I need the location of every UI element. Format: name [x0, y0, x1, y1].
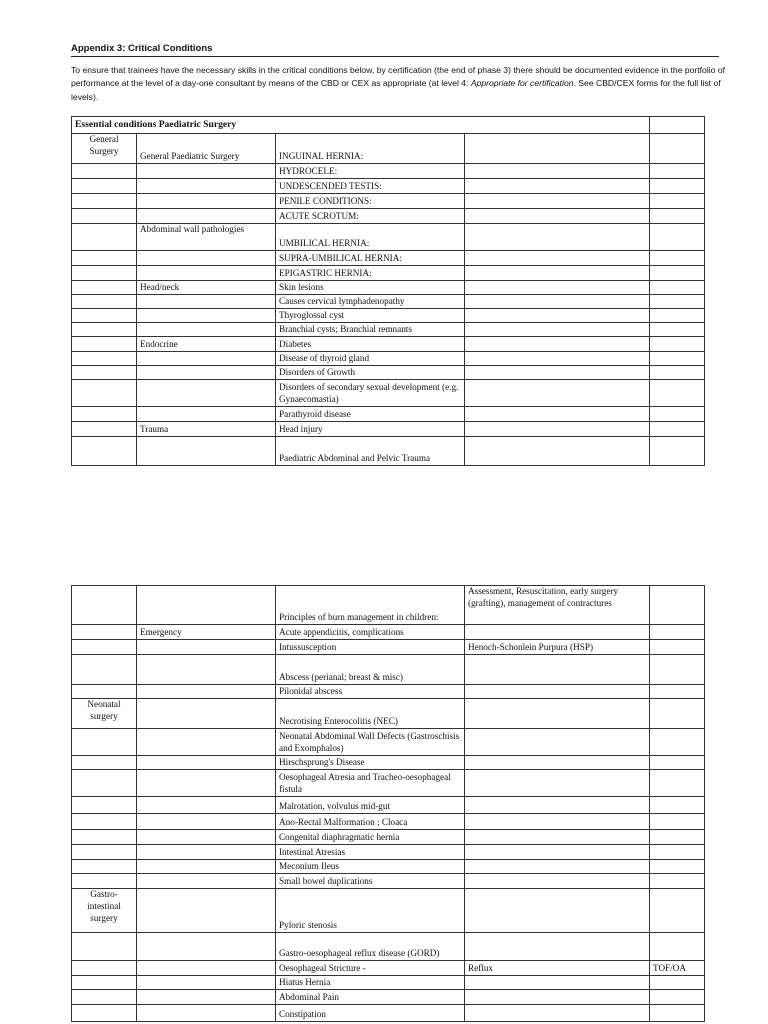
table-cell-c5 — [650, 586, 705, 625]
table-row — [72, 770, 705, 797]
table-cell-c2 — [137, 209, 276, 224]
table-cell-c5 — [650, 756, 705, 770]
table-cell-c3: Pyloric stenosis — [276, 889, 465, 933]
table-cell-c3: Gastro-oesophageal reflux disease (GORD) — [276, 933, 465, 961]
table-cell-c1 — [72, 352, 137, 366]
table-cell-c3: Pilonidal abscess — [276, 685, 465, 699]
table-cell-c2 — [137, 961, 276, 976]
table-cell-c1 — [72, 422, 137, 437]
table-row — [72, 976, 705, 990]
table-cell-c1 — [72, 640, 137, 655]
table-cell-c1 — [72, 437, 137, 466]
table-cell-c5 — [650, 134, 705, 164]
table-cell-c4 — [465, 845, 650, 860]
table-row — [72, 756, 705, 770]
table-row — [72, 889, 705, 933]
table-cell — [650, 117, 705, 134]
table-cell-c1 — [72, 586, 137, 625]
table-cell-c1 — [72, 874, 137, 889]
table-cell-c4 — [465, 655, 650, 685]
table-cell-c1: Neonatal surgery — [72, 699, 137, 729]
table-title: Essential conditions Paediatric Surgery — [72, 117, 650, 134]
table-row — [72, 961, 705, 976]
table-cell-c4: Assessment, Resuscitation, early surgery (grafting), management of contractures — [465, 586, 650, 625]
table-cell-c3: Diabetes — [276, 337, 465, 352]
table-cell-c2 — [137, 845, 276, 860]
table-cell-c2 — [137, 164, 276, 179]
table-cell-c3: Intestinal Atresias — [276, 845, 465, 860]
table-cell-c2 — [137, 990, 276, 1005]
table-cell-c5 — [650, 625, 705, 640]
table-cell-c5 — [650, 814, 705, 830]
table-cell-c3: EPIGASTRIC HERNIA: — [276, 266, 465, 281]
table-cell-c2 — [137, 266, 276, 281]
table-cell-c3: Parathyroid disease — [276, 407, 465, 422]
table-cell-c4 — [465, 770, 650, 797]
table-cell-c5 — [650, 845, 705, 860]
table-cell-c2 — [137, 874, 276, 889]
table-cell-c2: General Paediatric Surgery — [137, 134, 276, 164]
table-cell-c1 — [72, 366, 137, 380]
table-cell-c4 — [465, 224, 650, 251]
table-cell-c3: Neonatal Abdominal Wall Defects (Gastroschisis and Exomphalos) — [276, 729, 465, 756]
table-cell-c2 — [137, 179, 276, 194]
table-cell-c2: Head/neck — [137, 281, 276, 295]
table-cell-c3: Head injury — [276, 422, 465, 437]
table-cell-c5 — [650, 251, 705, 266]
table-cell-c2 — [137, 814, 276, 830]
table-cell-c4 — [465, 209, 650, 224]
table-cell-c3: Abscess (perianal; breast & misc) — [276, 655, 465, 685]
table-cell-c1 — [72, 251, 137, 266]
table-cell-c5 — [650, 422, 705, 437]
table-cell-c1 — [72, 976, 137, 990]
table-row — [72, 407, 705, 422]
table-row — [72, 309, 705, 323]
table-cell-c5 — [650, 933, 705, 961]
table-cell-c1 — [72, 797, 137, 814]
table-cell-c2 — [137, 860, 276, 874]
table-cell-c3: Congenital diaphragmatic hernia — [276, 830, 465, 845]
table-cell-c2: Emergency — [137, 625, 276, 640]
table-cell-c5 — [650, 179, 705, 194]
table-cell-c1 — [72, 961, 137, 976]
table-row — [72, 586, 705, 625]
table-cell-c4 — [465, 251, 650, 266]
table-row — [72, 845, 705, 860]
table-cell-c1 — [72, 179, 137, 194]
table-row — [72, 337, 705, 352]
table-row — [72, 874, 705, 889]
table-cell-c4 — [465, 814, 650, 830]
table-cell-c4 — [465, 797, 650, 814]
table-cell-c2 — [137, 976, 276, 990]
table-cell-c2 — [137, 933, 276, 961]
table-cell-c4 — [465, 756, 650, 770]
table-cell-c4: Henoch-Schonlein Purpura (HSP) — [465, 640, 650, 655]
table-cell-c2 — [137, 437, 276, 466]
table-cell-c3: Disorders of secondary sexual development (e.g. Gynaecomastia) — [276, 380, 465, 407]
table-row — [72, 729, 705, 756]
table-cell-c3: Abdominal Pain — [276, 990, 465, 1005]
table-cell-c5 — [650, 209, 705, 224]
table-cell-c1 — [72, 337, 137, 352]
table-cell-c1 — [72, 295, 137, 309]
table-cell-c5 — [650, 889, 705, 933]
table-cell-c2 — [137, 586, 276, 625]
table-cell-c3: UMBILICAL HERNIA: — [276, 224, 465, 251]
table-cell-c3: Paediatric Abdominal and Pelvic Trauma — [276, 437, 465, 466]
table-cell-c3: Disorders of Growth — [276, 366, 465, 380]
table-cell-c1 — [72, 625, 137, 640]
table-cell-c2: Endocrine — [137, 337, 276, 352]
table-row — [72, 366, 705, 380]
table-cell-c3: Meconium Ileus — [276, 860, 465, 874]
table-row — [72, 860, 705, 874]
table-cell-c1 — [72, 860, 137, 874]
table-cell-c4 — [465, 323, 650, 337]
table-row — [72, 830, 705, 845]
table-cell-c2: Trauma — [137, 422, 276, 437]
table-cell-c4 — [465, 830, 650, 845]
table-row — [72, 437, 705, 466]
table-cell-c5 — [650, 830, 705, 845]
heading-rule — [71, 56, 719, 57]
table-cell-c3: UNDESCENDED TESTIS: — [276, 179, 465, 194]
table-cell-c3: Oesophageal Stricture - — [276, 961, 465, 976]
table-cell-c1: Gastro-intestinal surgery — [72, 889, 137, 933]
table-row — [72, 164, 705, 179]
table-cell-c4 — [465, 860, 650, 874]
table-cell-c5 — [650, 1005, 705, 1022]
table-cell-c2 — [137, 770, 276, 797]
table-cell-c2 — [137, 309, 276, 323]
table-row — [72, 251, 705, 266]
table-cell-c5 — [650, 699, 705, 729]
table-cell-c5 — [650, 352, 705, 366]
table-cell-c2 — [137, 797, 276, 814]
table-row — [72, 295, 705, 309]
table-row — [72, 179, 705, 194]
table-cell-c2 — [137, 889, 276, 933]
table-cell-c3: Thyroglossal cyst — [276, 309, 465, 323]
table-cell-c1: General Surgery — [72, 134, 137, 164]
table-cell-c2 — [137, 655, 276, 685]
table-row — [72, 209, 705, 224]
table-row — [72, 266, 705, 281]
table-cell-c4 — [465, 337, 650, 352]
table-cell-c3: SUPRA-UMBILICAL HERNIA: — [276, 251, 465, 266]
table-cell-c5 — [650, 770, 705, 797]
table-row — [72, 640, 705, 655]
table-cell-c3: Ano-Rectal Malformation ; Cloaca — [276, 814, 465, 830]
table-row — [72, 814, 705, 830]
table-cell-c1 — [72, 845, 137, 860]
table-cell-c5 — [650, 860, 705, 874]
table-cell-c4 — [465, 933, 650, 961]
table-cell-c4 — [465, 309, 650, 323]
table-cell-c1 — [72, 224, 137, 251]
table-cell-c2 — [137, 640, 276, 655]
table-cell-c1 — [72, 407, 137, 422]
table-cell-c3: Branchial cysts; Branchial remnants — [276, 323, 465, 337]
table-row — [72, 685, 705, 699]
table-cell-c5 — [650, 729, 705, 756]
table-cell-c5 — [650, 164, 705, 179]
table-cell-c4 — [465, 164, 650, 179]
table-cell-c1 — [72, 209, 137, 224]
table-cell-c4 — [465, 889, 650, 933]
conditions-table-1 — [71, 116, 705, 466]
table-cell-c1 — [72, 990, 137, 1005]
intro-text-end: . See CBD/CEX forms for the full list of levels). — [71, 78, 721, 102]
table-cell-c2 — [137, 1005, 276, 1022]
table-row — [72, 625, 705, 640]
table-cell-c4 — [465, 281, 650, 295]
table-cell-c3: HYDROCELE: — [276, 164, 465, 179]
table-cell-c1 — [72, 685, 137, 699]
intro-italic: Appropriate for certification — [470, 78, 574, 89]
table-row — [72, 933, 705, 961]
table-cell-c5 — [650, 655, 705, 685]
table-cell-c3: Small bowel duplications — [276, 874, 465, 889]
table-cell-c5 — [650, 407, 705, 422]
table-cell-c3: PENILE CONDITIONS: — [276, 194, 465, 209]
table-row — [72, 797, 705, 814]
table-cell-c4 — [465, 194, 650, 209]
table-cell-c4 — [465, 1005, 650, 1022]
intro-text: To ensure that trainees have the necessary skills in the critical conditions below, by certification (the end of phase 3) there should be documented evidence in the portfolio of performance at the level of a day-one consultant by means of the CBD or CEX as appropriate (at level 4: — [71, 65, 725, 89]
table-cell-c5 — [650, 640, 705, 655]
table-cell-c3: Hirschsprung's Disease — [276, 756, 465, 770]
table-row — [72, 194, 705, 209]
table-cell-c4 — [465, 407, 650, 422]
table-cell-c1 — [72, 380, 137, 407]
table-cell-c5 — [650, 266, 705, 281]
table-cell-c1 — [72, 770, 137, 797]
table-cell-c2 — [137, 685, 276, 699]
table-cell-c1 — [72, 164, 137, 179]
table-cell-c3: ACUTE SCROTUM: — [276, 209, 465, 224]
table-row — [72, 380, 705, 407]
conditions-table-2 — [71, 585, 705, 1022]
table-cell-c2 — [137, 830, 276, 845]
table-cell-c3: Necrotising Enterocolitis (NEC) — [276, 699, 465, 729]
table-cell-c3: Principles of burn management in children: — [276, 586, 465, 625]
table-row — [72, 323, 705, 337]
table-cell-c5 — [650, 976, 705, 990]
table-cell-c2: Abdominal wall pathologies — [137, 224, 276, 251]
table-cell-c3: Hiatus Hernia — [276, 976, 465, 990]
table-cell-c2 — [137, 380, 276, 407]
table-cell-c5 — [650, 380, 705, 407]
table-cell-c2 — [137, 756, 276, 770]
table-cell-c3: Constipation — [276, 1005, 465, 1022]
table-cell-c4 — [465, 295, 650, 309]
table-cell-c5 — [650, 874, 705, 889]
intro-paragraph — [71, 64, 731, 104]
table-cell-c5 — [650, 437, 705, 466]
table-cell-c2 — [137, 729, 276, 756]
table-cell-c4: Reflux — [465, 961, 650, 976]
page-heading: Appendix 3: Critical Conditions — [71, 43, 213, 54]
table-cell-c5 — [650, 309, 705, 323]
table-cell-c4 — [465, 699, 650, 729]
table-row — [72, 281, 705, 295]
table-cell-c5 — [650, 685, 705, 699]
table-cell-c2 — [137, 323, 276, 337]
table-cell-c1 — [72, 281, 137, 295]
table-cell-c2 — [137, 251, 276, 266]
table-cell-c3: Skin lesions — [276, 281, 465, 295]
table-cell-c4 — [465, 874, 650, 889]
table-cell-c1 — [72, 830, 137, 845]
table-cell-c3: Intussusception — [276, 640, 465, 655]
table-cell-c1 — [72, 655, 137, 685]
table-cell-c4 — [465, 625, 650, 640]
table-row — [72, 352, 705, 366]
table-cell-c5 — [650, 295, 705, 309]
table-cell-c5 — [650, 366, 705, 380]
table-cell-c2 — [137, 407, 276, 422]
table-cell-c1 — [72, 756, 137, 770]
table-row — [72, 699, 705, 729]
table-cell-c2 — [137, 295, 276, 309]
table-row — [72, 655, 705, 685]
table-cell-c3: INGUINAL HERNIA: — [276, 134, 465, 164]
table-cell-c5 — [650, 990, 705, 1005]
table-cell-c1 — [72, 729, 137, 756]
table-cell-c3: Disease of thyroid gland — [276, 352, 465, 366]
table-cell-c3: Oesophageal Atresia and Tracheo-oesophageal fistula — [276, 770, 465, 797]
table-cell-c1 — [72, 194, 137, 209]
table-row — [72, 134, 705, 164]
table-cell-c5 — [650, 797, 705, 814]
table-row — [72, 224, 705, 251]
table-cell-c4 — [465, 366, 650, 380]
table-cell-c4 — [465, 976, 650, 990]
table-cell-c2 — [137, 194, 276, 209]
table-cell-c3: Malrotation, volvulus mid-gut — [276, 797, 465, 814]
table-cell-c1 — [72, 323, 137, 337]
table-cell-c4 — [465, 179, 650, 194]
table-row — [72, 1005, 705, 1022]
table-cell-c1 — [72, 1005, 137, 1022]
table-cell-c5 — [650, 337, 705, 352]
table-cell-c4 — [465, 729, 650, 756]
table-row — [72, 422, 705, 437]
table-cell-c2 — [137, 352, 276, 366]
table-cell-c2 — [137, 699, 276, 729]
table-cell-c4 — [465, 685, 650, 699]
table-cell-c2 — [137, 366, 276, 380]
table-cell-c1 — [72, 933, 137, 961]
table-cell-c1 — [72, 266, 137, 281]
table-cell-c4 — [465, 380, 650, 407]
table-cell-c5 — [650, 194, 705, 209]
table-cell-c5 — [650, 281, 705, 295]
table-cell-c4 — [465, 352, 650, 366]
table-cell-c4 — [465, 266, 650, 281]
table-cell-c4 — [465, 990, 650, 1005]
table-cell-c5: TOF/OA — [650, 961, 705, 976]
table-title-row — [72, 117, 705, 134]
table-cell-c1 — [72, 814, 137, 830]
table-cell-c1 — [72, 309, 137, 323]
table-cell-c4 — [465, 437, 650, 466]
table-row — [72, 990, 705, 1005]
table-cell-c3: Causes cervical lymphadenopathy — [276, 295, 465, 309]
table-cell-c5 — [650, 323, 705, 337]
table-cell-c3: Acute appendicitis, complications — [276, 625, 465, 640]
table-cell-c4 — [465, 422, 650, 437]
table-cell-c4 — [465, 134, 650, 164]
table-cell-c5 — [650, 224, 705, 251]
